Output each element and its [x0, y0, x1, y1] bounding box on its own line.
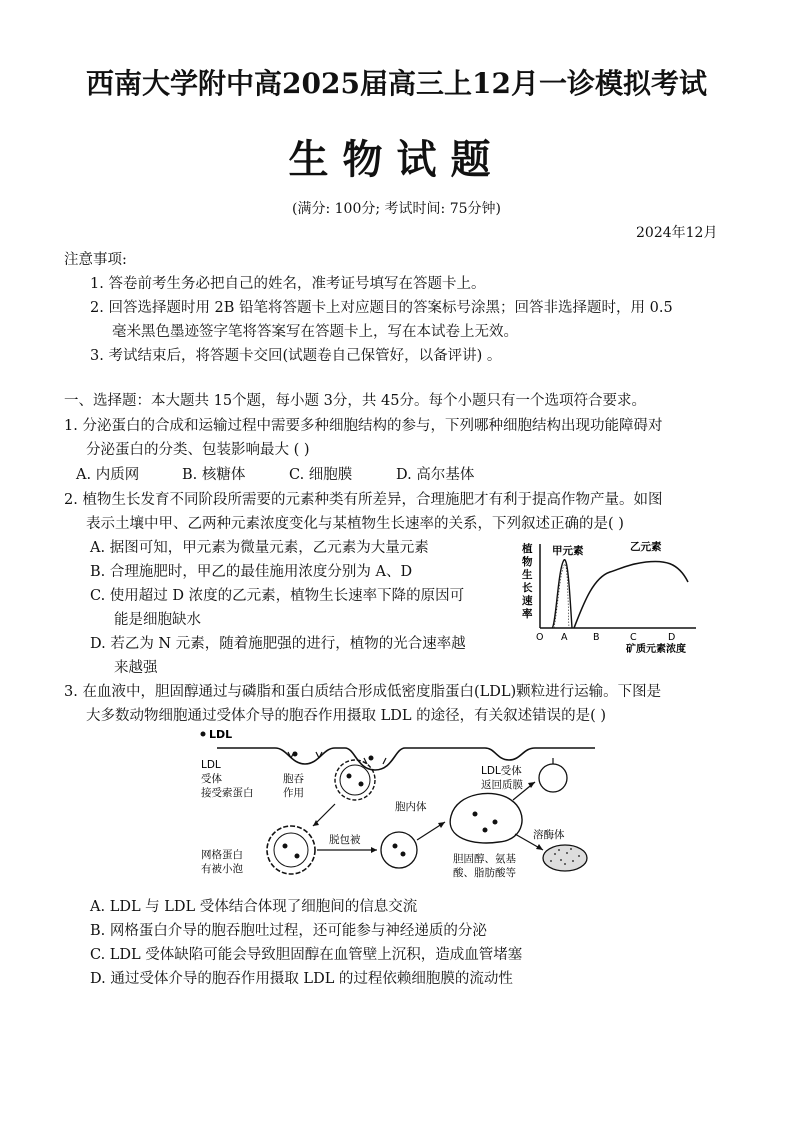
label-lysosome: 溶酶体	[533, 829, 565, 841]
exam-meta: (满分: 100分; 考试时间: 75分钟)	[292, 201, 501, 217]
ylabel-char: 长	[522, 582, 533, 594]
label-recycle: 返回质膜	[481, 779, 523, 791]
ylabel-char: 率	[522, 608, 533, 620]
yi-curve	[574, 561, 688, 628]
q3-option-d: D. 通过受体介导的胞吞作用摄取 LDL 的过程依赖细胞膜的流动性	[90, 971, 513, 987]
q1-option-c: C. 细胞膜	[289, 467, 353, 483]
label-receptor: 受体	[201, 773, 222, 785]
exam-date: 2024年12月	[636, 225, 718, 241]
series-label-jia: 甲元素	[552, 545, 584, 557]
q1-stem-cont: 分泌蛋白的分类、包装影响最大 ( )	[86, 442, 310, 458]
label-endosome: 胞内体	[395, 801, 427, 813]
q2-option-b: B. 合理施肥时，甲乙的最佳施用浓度分别为 A、D	[90, 564, 413, 580]
q2-stem: 2. 植物生长发育不同阶段所需要的元素种类有所差异，合理施肥才有利于提高作物产量。如图	[64, 492, 663, 508]
label-uncoat: 脱包被	[329, 834, 361, 846]
clathrin-vesicle-inner	[274, 833, 308, 867]
ylabel-char: 生	[522, 569, 533, 581]
q2-option-d-cont: 来越强	[114, 660, 158, 676]
exam-title: 西南大学附中高2025届高三上12月一诊模拟考试	[86, 67, 707, 100]
q1-stem: 1. 分泌蛋白的合成和运输过程中需要多种细胞结构的参与，下列哪种细胞结构出现功能障碍对	[64, 418, 663, 434]
plasma-membrane	[217, 748, 345, 764]
lysosome	[543, 845, 587, 871]
q3-stem-cont: 大多数动物细胞通过受体介导的胞吞作用摄取 LDL 的途径，有关叙述错误的是( )	[86, 708, 607, 724]
tick-o: O	[536, 632, 544, 643]
label-products: 胆固醇、氨基	[453, 853, 516, 865]
jia-curve-shade	[554, 564, 569, 628]
tick-d: D	[668, 632, 676, 643]
plasma-membrane-right	[345, 748, 595, 770]
label-clathrin: 有被小泡	[201, 863, 243, 875]
label-products: 酸、脂肪酸等	[453, 867, 516, 879]
notice-item-1: 1. 答卷前考生务必把自己的姓名，准考证号填写在答题卡上。	[90, 276, 486, 292]
notice-item-3: 3. 考试结束后，将答题卡交回(试题卷自己保管好，以备评讲) 。	[90, 348, 502, 364]
series-label-yi: 乙元素	[630, 541, 662, 553]
q3-option-b: B. 网格蛋白介导的胞吞胞吐过程，还可能参与神经递质的分泌	[90, 923, 487, 939]
ldl-particle	[293, 752, 298, 757]
q3-option-a: A. LDL 与 LDL 受体结合体现了细胞间的信息交流	[90, 899, 418, 915]
ylabel-char: 植	[522, 543, 533, 555]
label-endocytosis: 胞吞	[283, 773, 304, 785]
jia-curve	[552, 560, 572, 628]
budding-vesicle-inner	[340, 765, 370, 795]
subject-title: 生物试题	[288, 136, 505, 183]
label-ldl: LDL	[209, 728, 233, 741]
q1-option-d: D. 高尔基体	[396, 467, 475, 483]
q2-option-c-cont: 能是细胞缺水	[114, 612, 201, 628]
tick-b: B	[593, 632, 600, 643]
tick-a: A	[561, 632, 568, 643]
notice-item-2-cont: 毫米黑色墨迹签字笔将答案写在答题卡上，写在本试卷上无效。	[112, 324, 518, 340]
ldl-particle	[201, 732, 206, 737]
q3-stem: 3. 在血液中，胆固醇通过与磷脂和蛋白质结合形成低密度脂蛋白(LDL)颗粒进行运输。下图是	[64, 684, 662, 700]
notice-item-2: 2. 回答选择题时用 2B 铅笔将答题卡上对应题目的答案标号涂黑；回答非选择题时，用 0.5	[90, 300, 673, 316]
q2-option-d: D. 若乙为 N 元素，随着施肥强的进行，植物的光合速率越	[90, 636, 466, 652]
ylabel-char: 物	[522, 556, 533, 568]
uncoated-vesicle	[381, 832, 417, 868]
recycling-vesicle	[539, 764, 567, 792]
label-receptor: 接受索蛋白	[201, 787, 254, 799]
q3-option-c: C. LDL 受体缺陷可能会导致胆固醇在血管壁上沉积，造成血管堵塞	[90, 947, 523, 963]
q3-ldl-pathway-figure	[195, 722, 605, 890]
q2-option-a: A. 据图可知，甲元素为微量元素，乙元素为大量元素	[90, 540, 429, 556]
label-clathrin: 网格蛋白	[201, 849, 243, 861]
section-heading: 一、选择题：本大题共 15个题，每小题 3分，共 45分。每个小题只有一个选项符合要求。	[64, 393, 646, 409]
label-receptor: LDL	[201, 759, 221, 771]
budding-vesicle	[335, 760, 375, 800]
label-recycle: LDL受体	[481, 765, 522, 777]
ylabel-char: 速	[522, 595, 533, 607]
q1-option-a: A. 内质网	[76, 467, 140, 483]
label-endocytosis: 作用	[283, 787, 304, 799]
q2-stem-cont: 表示土壤中甲、乙两种元素浓度变化与某植物生长速率的关系，下列叙述正确的是( )	[86, 516, 624, 532]
x-axis-label: 矿质元素浓度	[626, 644, 686, 655]
endosome	[450, 793, 522, 843]
q2-growth-figure	[518, 538, 718, 658]
q2-option-c: C. 使用超过 D 浓度的乙元素，植物生长速率下降的原因可	[90, 588, 465, 604]
notice-heading: 注意事项:	[64, 252, 127, 268]
tick-c: C	[630, 632, 637, 643]
q1-option-b: B. 核糖体	[182, 467, 246, 483]
ldl-particle	[369, 756, 374, 761]
